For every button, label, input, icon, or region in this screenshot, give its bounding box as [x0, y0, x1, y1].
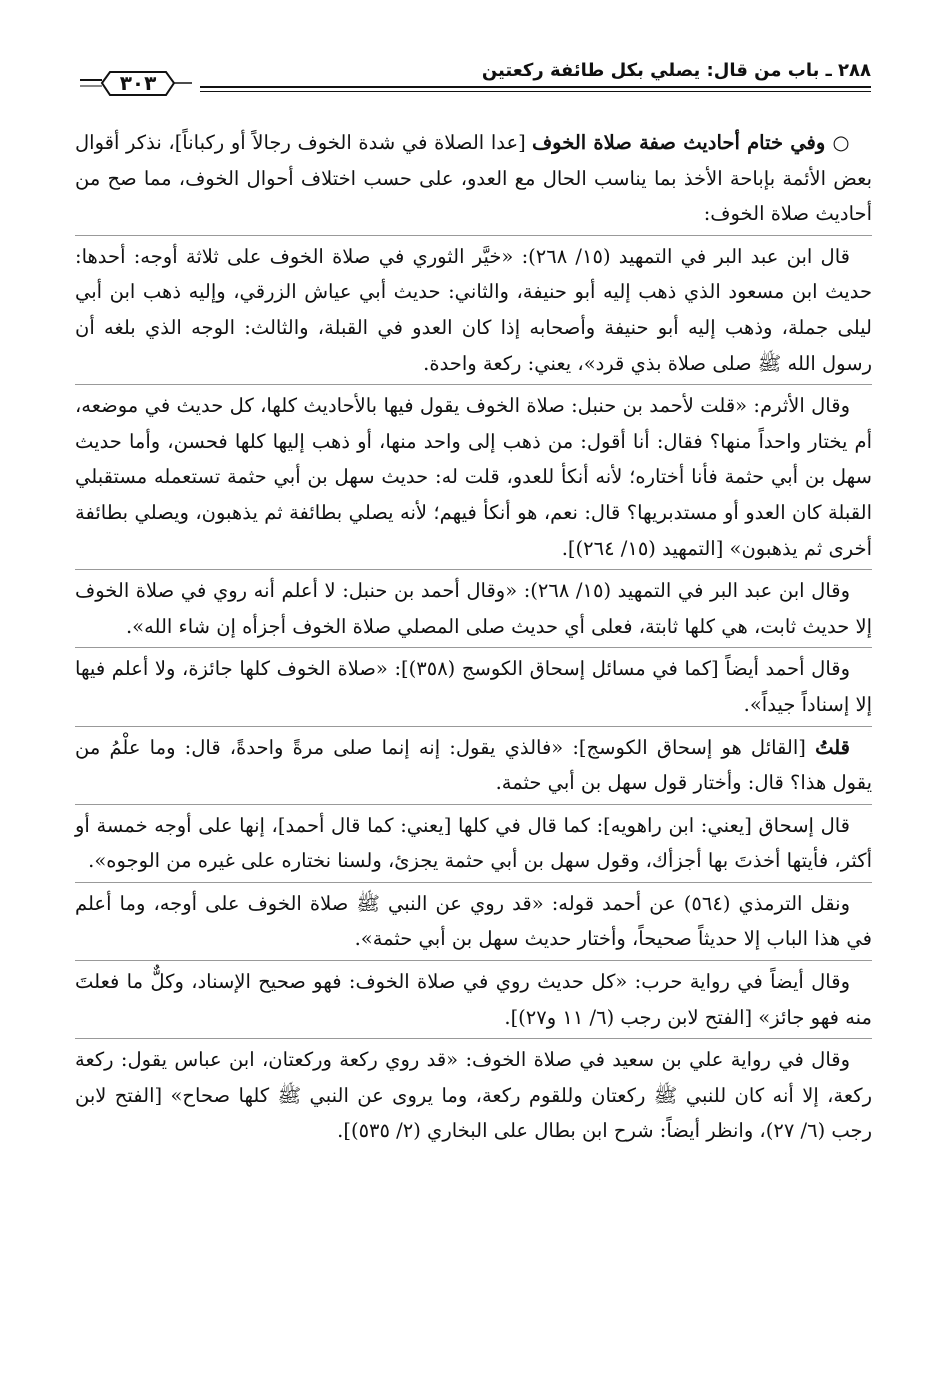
paragraph-ishaq: قال إسحاق [يعني: ابن راهويه]: كما قال في كلها [يعني: كما قال أحمد]، إنها على أوجه خمسة أو أكثر، فأيتها أخذتَ بها أجزأك، وقول سهل بن أبي حثمة يجزئ، ولسنا نختاره على غيره من الوجوه». — [75, 813, 872, 873]
header-rule-thin — [200, 91, 871, 92]
paragraph-divider — [75, 384, 872, 385]
page-header — [80, 58, 871, 98]
paragraph-ibn-abd-al-barr: قال ابن عبد البر في التمهيد (١٥/ ٢٦٨): «خيَّر الثوري في صلاة الخوف على ثلاثة أوجه: أحدها: حديث ابن مسعود الذي ذهب إليه أبو حنيفة، والثاني: حديث أبي عياش الزرقي، وإليه ذهب ابن أبي ليلى جملة، وذهب إليه أبو حنيفة وأصحابه إذا كان العدو في القبلة، والثالث: الوجه الذي بلغه أن رسول الله ﷺ صلى صلاة بذي قرد»، يعني: ركعة واحدة. — [75, 244, 872, 375]
paragraph-harb: وقال أيضاً في رواية حرب: «كل حديث روي في صلاة الخوف: فهو صحيح الإسناد، وكلٌّ ما فعلتَ منه فهو جائز» [الفتح لابن رجب (٦/ ١١ و٢٧)]. — [75, 970, 872, 1029]
paragraph-qultu — [75, 730, 872, 801]
paragraph-athram: وقال الأثرم: «قلت لأحمد بن حنبل: صلاة الخوف يقول فيها بالأحاديث كلها، كل حديث في موضعه، أم يختار واحداً منها؟ فقال: أنا أقول: من ذهب إلى واحد منها، أو ذهب إليها كلها فحسن، وأما حديث سهل بن أبي حثمة فأنا أختاره؛ لأنه أنكأ للعدو، قلت له: حديث سهل بن أبي حثمة تستعمله مستقبلي القبلة كان العدو أو مستدبريها؟ قال: نعم، هو أنكأ فيهم؛ لأنه يصلي بطائفة ثم يذهبون، ويصلي بطائفة أخرى ثم يذهبون» [التمهيد (١٥/ ٢٦٤)]. — [75, 394, 872, 560]
paragraph-intro — [75, 125, 872, 232]
paragraph-tirmidhi: ونقل الترمذي (٥٦٤) عن أحمد قوله: «قد روي عن النبي ﷺ صلاة الخوف على أوجه، وما أعلم في هذا الباب إلا حديثاً صحيحاً، وأختار حديث سهل بن أبي حثمة». — [75, 891, 872, 951]
page-number-badge — [80, 68, 192, 100]
paragraph-ali-ibn-said: وقال في رواية علي بن سعيد في صلاة الخوف: «قد روي ركعة وركعتان، ابن عباس يقول: ركعة ركعة، إلا أنه كان للنبي ﷺ ركعتان وللقوم ركعة، وما يروى عن النبي ﷺ كلها صحاح» [الفتح لابن رجب (٦/ ٢٧)، وانظر أيضاً: شرح ابن بطال على البخاري (٢/ ٥٣٥)]. — [75, 1048, 872, 1143]
paragraph-ahmad-kawsaj: وقال أحمد أيضاً [كما في مسائل إسحاق الكوسج (٣٥٨)]: «صلاة الخوف كلها جائزة، ولا أعلم فيها إلا إسناداً جيداً». — [75, 657, 872, 716]
paragraph-divider — [75, 647, 872, 648]
chapter-title: ٢٨٨ ـ باب من قال: يصلي بكل طائفة ركعتين — [481, 60, 871, 81]
paragraph-divider — [75, 804, 872, 805]
qultu-text: [القائل هو إسحاق الكوسج]: «فالذي يقول: إنه إنما صلى مرةً واحدةً، قال: وما علْمُ من يقول هذا؟ قال: وأختار قول سهل بن أبي حثمة. — [75, 735, 872, 795]
paragraph-divider — [75, 882, 872, 883]
intro-lead: ○ وفي ختام أحاديث صفة صلاة الخوف — [531, 131, 851, 154]
header-rule — [200, 86, 871, 88]
qultu-lead: قلتُ — [815, 735, 850, 759]
paragraph-ahmad-tamhid: وقال ابن عبد البر في التمهيد (١٥/ ٢٦٨): «وقال أحمد بن حنبل: لا أعلم أنه روي في صلاة الخوف إلا حديث ثابت، هي كلها ثابتة، فعلى أي حديث صلى المصلي صلاة الخوف أجزأه إن شاء الله». — [75, 579, 872, 638]
paragraph-divider — [75, 960, 872, 961]
paragraph-divider — [75, 1038, 872, 1039]
paragraph-divider — [75, 726, 872, 727]
page-body — [75, 125, 872, 1149]
paragraph-divider — [75, 235, 872, 236]
paragraph-divider — [75, 569, 872, 570]
intro-text: [عدا الصلاة في شدة الخوف رجالاً أو ركباناً]، نذكر أقوال بعض الأئمة بإباحة الأخذ بما يناسب الحال مع العدو، على حسب اختلاف أحوال الخوف، مما صح من أحاديث صلاة الخوف: — [75, 131, 872, 226]
page-number: ٣٠٣ — [119, 71, 157, 95]
